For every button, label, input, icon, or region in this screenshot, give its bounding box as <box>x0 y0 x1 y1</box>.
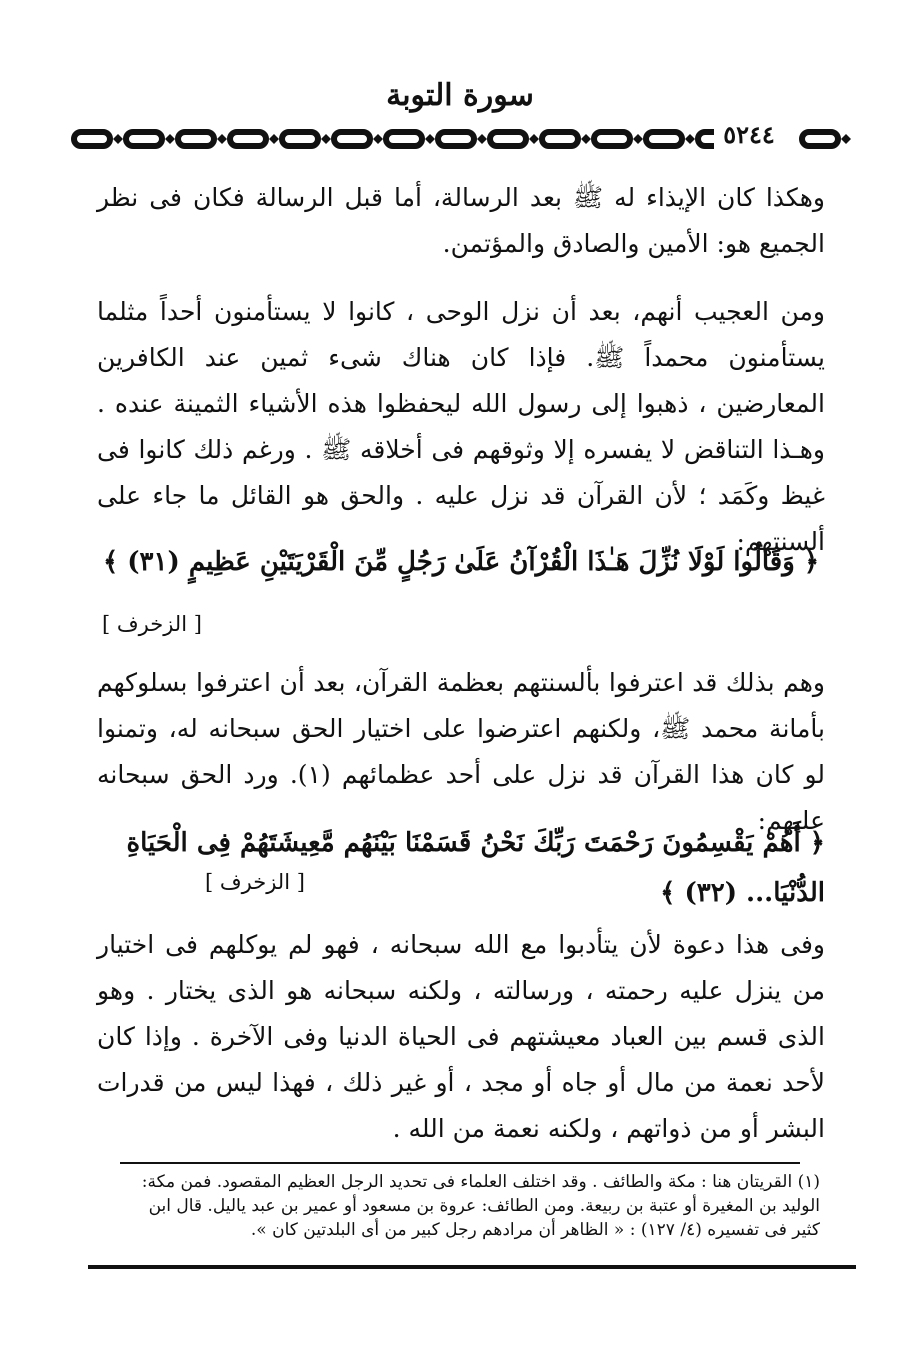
ornament-diamond <box>165 134 175 144</box>
ornament-loop <box>386 132 422 146</box>
ornament-diamond <box>269 134 279 144</box>
ornament-loop <box>74 132 110 146</box>
ornament-loop <box>282 132 318 146</box>
paragraph-3-block <box>97 660 825 844</box>
paragraph-4: وفى هذا دعوة لأن يتأدبوا مع الله سبحانه ، فهو لم يوكلهم فى اختيار من ينزل عليه رحمته ، ورسالته ، ولكنه سبحانه هو الذى يختار . وهو الذى قسم بين العباد معيشتهم فى الحياة الدنيا وفى الآخرة . وإذا كان لأحد نعمة من مال أو جاه أو مجد ، أو غير ذلك ، فهذا ليس من قدرات البشر أو من ذواتهم ، ولكنه نعمة من الله . <box>97 930 825 1143</box>
ornament-diamond <box>113 134 123 144</box>
ornament-loop <box>126 132 162 146</box>
ornament-loop <box>178 132 214 146</box>
paragraph-3: وهم بذلك قد اعترفوا بألسنتهم بعظمة القرآن، بعد أن اعترفوا بسلوكهم بأمانة محمد ﷺ، ولكنهم اعترضوا على اختيار الحق سبحانه له، وتمنوا لو كان هذا القرآن قد نزل على أحد عظمائهم (١). ورد الحق سبحانه عليهم: <box>97 668 826 835</box>
verse-2 <box>97 818 825 918</box>
ornament-loop <box>438 132 474 146</box>
ornament-diamond <box>373 134 383 144</box>
surah-title: سورة التوبة <box>386 78 534 113</box>
ornament-diamond <box>477 134 487 144</box>
ornament-diamond <box>321 134 331 144</box>
ornament-loop <box>542 132 578 146</box>
ornament-diamond <box>425 134 435 144</box>
bottom-rule <box>88 1265 856 1269</box>
footnote: (١) القريتان هنا : مكة والطائف . وقد اختلف العلماء فى تحديد الرجل العظيم المقصود. فمن مكة: الوليد بن المغيرة أو عتبة بن ربيعة. ومن الطائف: عروة بن مسعود أو عمير بن عبد ياليل. قال ابن كثير فى تفسيره (٤/ ١٢٧) : « الظاهر أن مرادهم رجل كبير من أى البلدتين كان ». <box>141 1172 820 1240</box>
ornament-loop <box>490 132 526 146</box>
paragraph-1: وهكذا كان الإيذاء له ﷺ بعد الرسالة، أما قبل الرسالة فكان فى نظر الجميع هو: الأمين والصادق والمؤتمن. <box>97 183 825 258</box>
footnote-separator <box>120 1162 800 1164</box>
ornament-diamond <box>529 134 539 144</box>
verse-2-line-2: الدُّنْيَا... (٣٢) ﴾ <box>660 878 825 908</box>
ornament-diamond <box>633 134 643 144</box>
paragraph-4-block <box>97 922 825 1152</box>
verse-2-line-1: ﴿ أَهُمْ يَقْسِمُونَ رَحْمَتَ رَبِّكَ نَحْنُ قَسَمْنَا بَيْنَهُم مَّعِيشَتَهُمْ فِى الْحَيَاةِ <box>126 828 825 858</box>
ornament-loop <box>334 132 370 146</box>
verse-2-reference: [ الزخرف ] <box>205 870 305 894</box>
verse-1-reference: [ الزخرف ] <box>102 612 202 636</box>
ornament-loop <box>594 132 630 146</box>
ornament-loop <box>646 132 682 146</box>
main-text <box>97 175 825 565</box>
ornament-loop <box>230 132 266 146</box>
ornament-loop <box>802 132 838 146</box>
page-number: ٥٢٤٤ <box>714 120 784 149</box>
verse-1 <box>97 537 825 587</box>
ornament-diamond <box>841 134 851 144</box>
ornament-diamond <box>685 134 695 144</box>
paragraph-2: ومن العجيب أنهم، بعد أن نزل الوحى ، كانوا لا يستأمنون أحداً مثلما يستأمنون محمداً ﷺ. فإذا كان هناك شىء ثمين عند الكافرين المعارضين ، ذهبوا إلى رسول الله ليحفظوا هذه الأشياء الثمينة عنده . وهـذا التناقض لا يفسره إلا وثوقهم فى أخلاقه ﷺ . ورغم ذلك كانوا فى غيظ وكَمَد ؛ لأن القرآن قد نزل عليه . والحق هو القائل ما جاء على ألسنتهم: <box>97 297 825 556</box>
ornament-diamond <box>581 134 591 144</box>
verse-1-text: ﴿ وَقَالُوا لَوْلَا نُزِّلَ هَـٰذَا الْقُرْآنُ عَلَىٰ رَجُلٍ مِّنَ الْقَرْيَتَيْنِ عَظِيمٍ (٣١) ﴾ <box>102 547 820 577</box>
ornament-diamond <box>217 134 227 144</box>
